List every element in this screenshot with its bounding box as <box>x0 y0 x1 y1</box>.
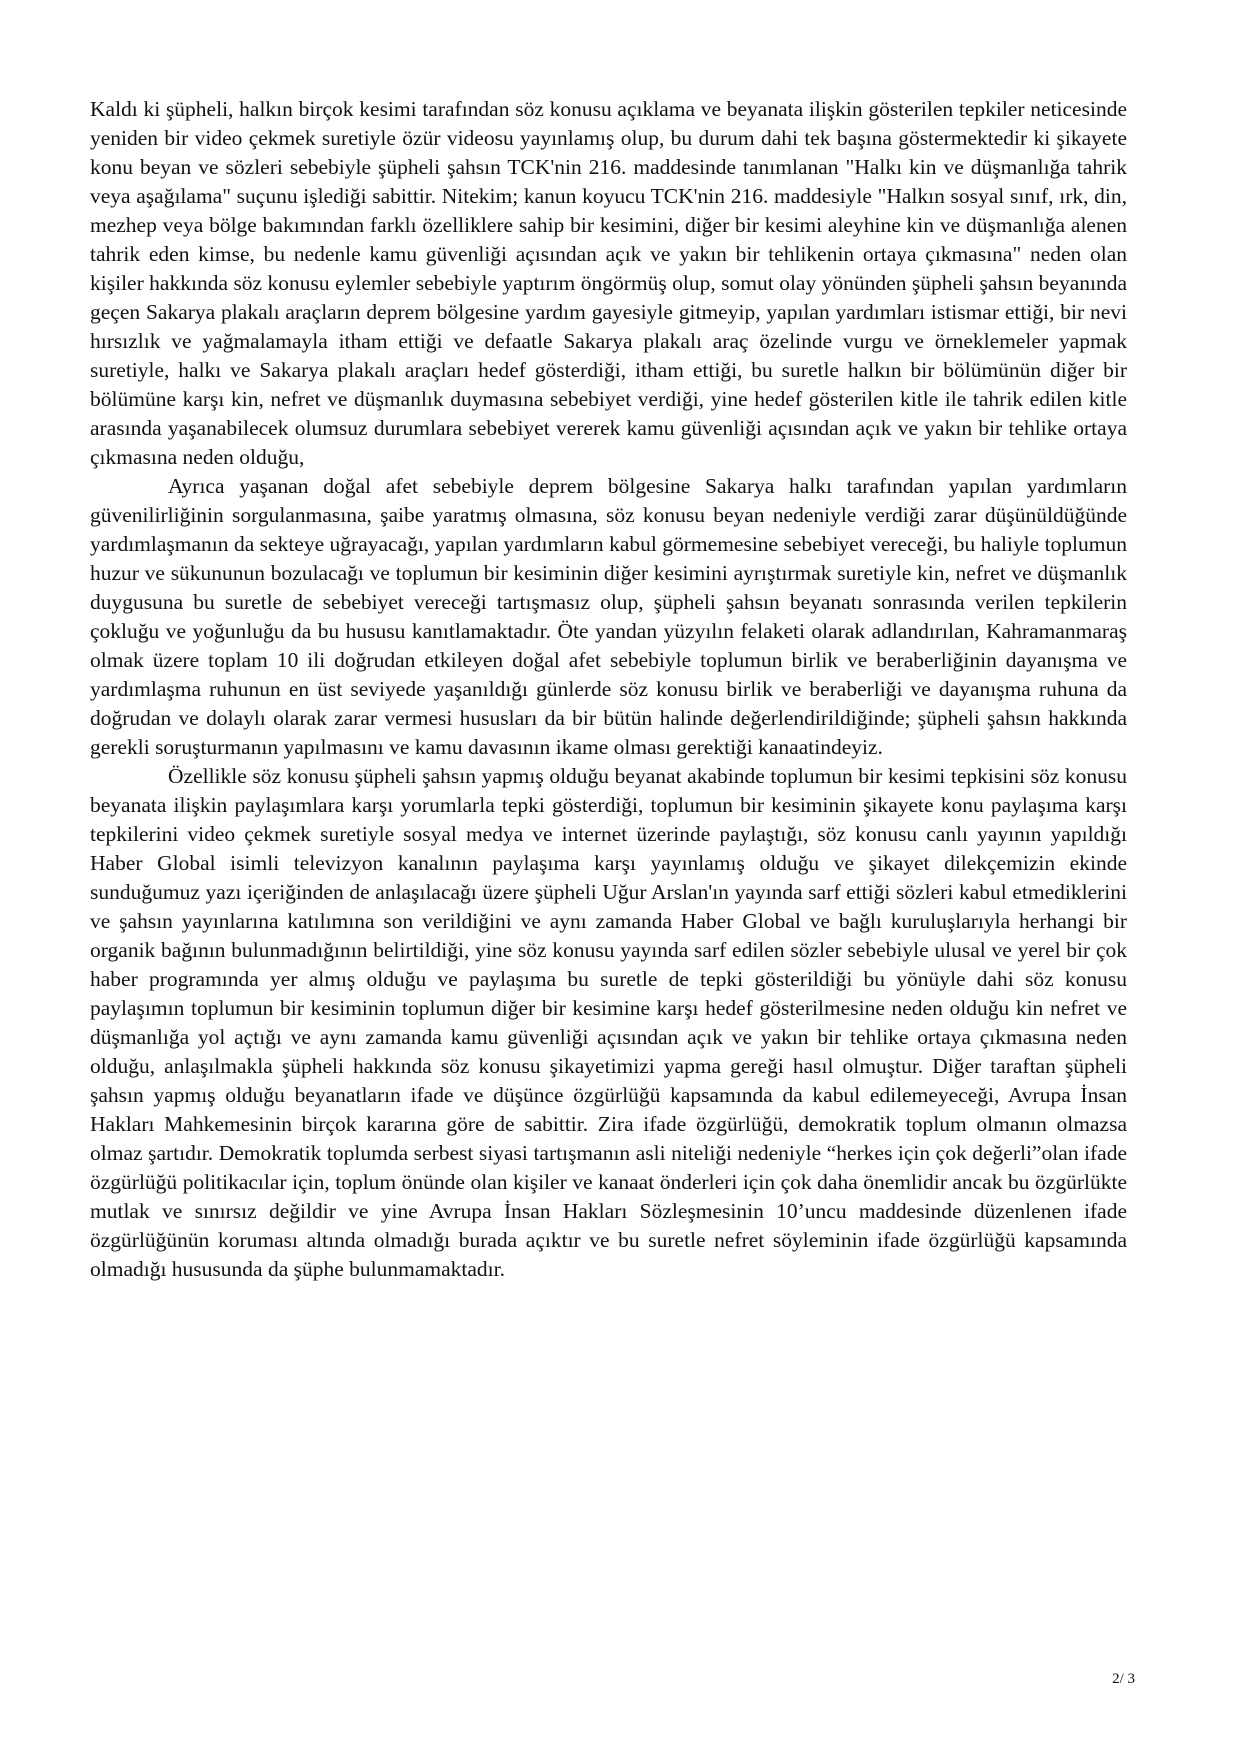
paragraph-3: Özellikle söz konusu şüpheli şahsın yapmış olduğu beyanat akabinde toplumun bir kesimi tepkisini söz konusu beyanata ilişkin paylaşımlara karşı yorumlarla tepki gösterdiği, toplumun bir kesiminin şikayete konu paylaşıma karşı tepkilerini video çekmek suretiyle sosyal medya ve internet üzerinde paylaştığı, söz konusu canlı yayının yapıldığı Haber Global isimli televizyon kanalının paylaşıma karşı yayınlamış olduğu ve şikayet dilekçemizin ekinde sunduğumuz yazı içeriğinden de anlaşılacağı üzere şüpheli Uğur Arslan'ın yayında sarf ettiği sözleri kabul etmediklerini ve şahsın yayınlarına katılımına son verildiğini ve aynı zamanda Haber Global ve bağlı kuruluşlarıyla herhangi bir organik bağının bulunmadığının belirtildiği, yine söz konusu yayında sarf edilen sözler sebebiyle ulusal ve yerel bir çok haber programında yer almış olduğu ve paylaşıma bu suretle de tepki gösterildiği bu yönüyle dahi söz konusu paylaşımın toplumun bir kesiminin toplumun diğer bir kesimine karşı hedef gösterilmesine neden olduğu kin nefret ve düşmanlığa yol açtığı ve aynı zamanda kamu güvenliği açısından açık ve yakın bir tehlike ortaya çıkmasına neden olduğu, anlaşılmakla şüpheli hakkında söz konusu şikayetimizi yapma gereği hasıl olmuştur. Diğer taraftan şüpheli şahsın yapmış olduğu beyanatların ifade ve düşünce özgürlüğü kapsamında da kabul edilemeyeceği, Avrupa İnsan Hakları Mahkemesinin birçok kararına göre de sabittir. Zira ifade özgürlüğü, demokratik toplum olmanın olmazsa olmaz şartıdır. Demokratik toplumda serbest siyasi tartışmanın asli niteliği nedeniyle “herkes için çok değerli”olan ifade özgürlüğü politikacılar için, toplum önünde olan kişiler ve kanaat önderleri için çok daha önemlidir ancak bu özgürlükte mutlak ve sınırsız değildir ve yine Avrupa İnsan Hakları Sözleşmesinin 10’uncu maddesinde düzenlenen ifade özgürlüğünün koruması altında olmadığı burada açıktır ve bu suretle nefret söyleminin ifade özgürlüğü kapsamında olmadığı hususunda da şüphe bulunmamaktadır. <box>90 764 1127 1281</box>
paragraph-2: Ayrıca yaşanan doğal afet sebebiyle deprem bölgesine Sakarya halkı tarafından yapılan yardımların güvenilirliğinin sorgulanmasına, şaibe yaratmış olmasına, söz konusu beyan nedeniyle verdiği zarar düşünüldüğünde yardımlaşmanın da sekteye uğrayacağı, yapılan yardımların kabul görmemesine sebebiyet vereceği, bu haliyle toplumun huzur ve sükununun bozulacağı ve toplumun bir kesiminin diğer kesimini ayrıştırmak suretiyle kin, nefret ve düşmanlık duygusuna bu suretle de sebebiyet vereceği tartışmasız olup, şüpheli şahsın beyanatı sonrasında verilen tepkilerin çokluğu ve yoğunluğu da bu hususu kanıtlamaktadır. Öte yandan yüzyılın felaketi olarak adlandırılan, Kahramanmaraş olmak üzere toplam 10 ili doğrudan etkileyen doğal afet sebebiyle toplumun birlik ve beraberliğinin dayanışma ve yardımlaşma ruhunun en üst seviyede yaşanıldığı günlerde söz konusu birlik ve beraberliği ve dayanışma ruhuna da doğrudan ve dolaylı olarak zarar vermesi hususları da bir bütün halinde değerlendirildiğinde; şüpheli şahsın hakkında gerekli soruşturmanın yapılmasını ve kamu davasının ikame olması gerektiği kanaatindeyiz. <box>90 474 1127 759</box>
document-body <box>90 95 1127 1284</box>
paragraph-1: Kaldı ki şüpheli, halkın birçok kesimi tarafından söz konusu açıklama ve beyanata ilişkin gösterilen tepkiler neticesinde yeniden bir video çekmek suretiyle özür videosu yayınlamış olup, bu durum dahi tek başına göstermektedir ki şikayete konu beyan ve sözleri sebebiyle şüpheli şahsın TCK'nin 216. maddesinde tanımlanan "Halkı kin ve düşmanlığa tahrik veya aşağılama" suçunu işlediği sabittir. Nitekim; kanun koyucu TCK'nin 216. maddesiyle "Halkın sosyal sınıf, ırk, din, mezhep veya bölge bakımından farklı özelliklere sahip bir kesimini, diğer bir kesimi aleyhine kin ve düşmanlığa alenen tahrik eden kimse, bu nedenle kamu güvenliği açısından açık ve yakın bir tehlikenin ortaya çıkmasına" neden olan kişiler hakkında söz konusu eylemler sebebiyle yaptırım öngörmüş olup, somut olay yönünden şüpheli şahsın beyanında geçen Sakarya plakalı araçların deprem bölgesine yardım gayesiyle gitmeyip, yapılan yardımları istismar ettiği, bir nevi hırsızlık ve yağmalamayla itham ettiği ve defaatle Sakarya plakalı araç özelinde vurgu ve örneklemeler yapmak suretiyle, halkı ve Sakarya plakalı araçları hedef gösterdiği, itham ettiği, bu suretle halkın bir bölümünün diğer bir bölümüne karşı kin, nefret ve düşmanlık duymasına sebebiyet verdiği, yine hedef gösterilen kitle ile tahrik edilen kitle arasında yaşanabilecek olumsuz durumlara sebebiyet vererek kamu güvenliği açısından açık ve yakın bir tehlike ortaya çıkmasına neden olduğu, <box>90 97 1127 469</box>
page-number: 2/ 3 <box>1112 1671 1135 1687</box>
